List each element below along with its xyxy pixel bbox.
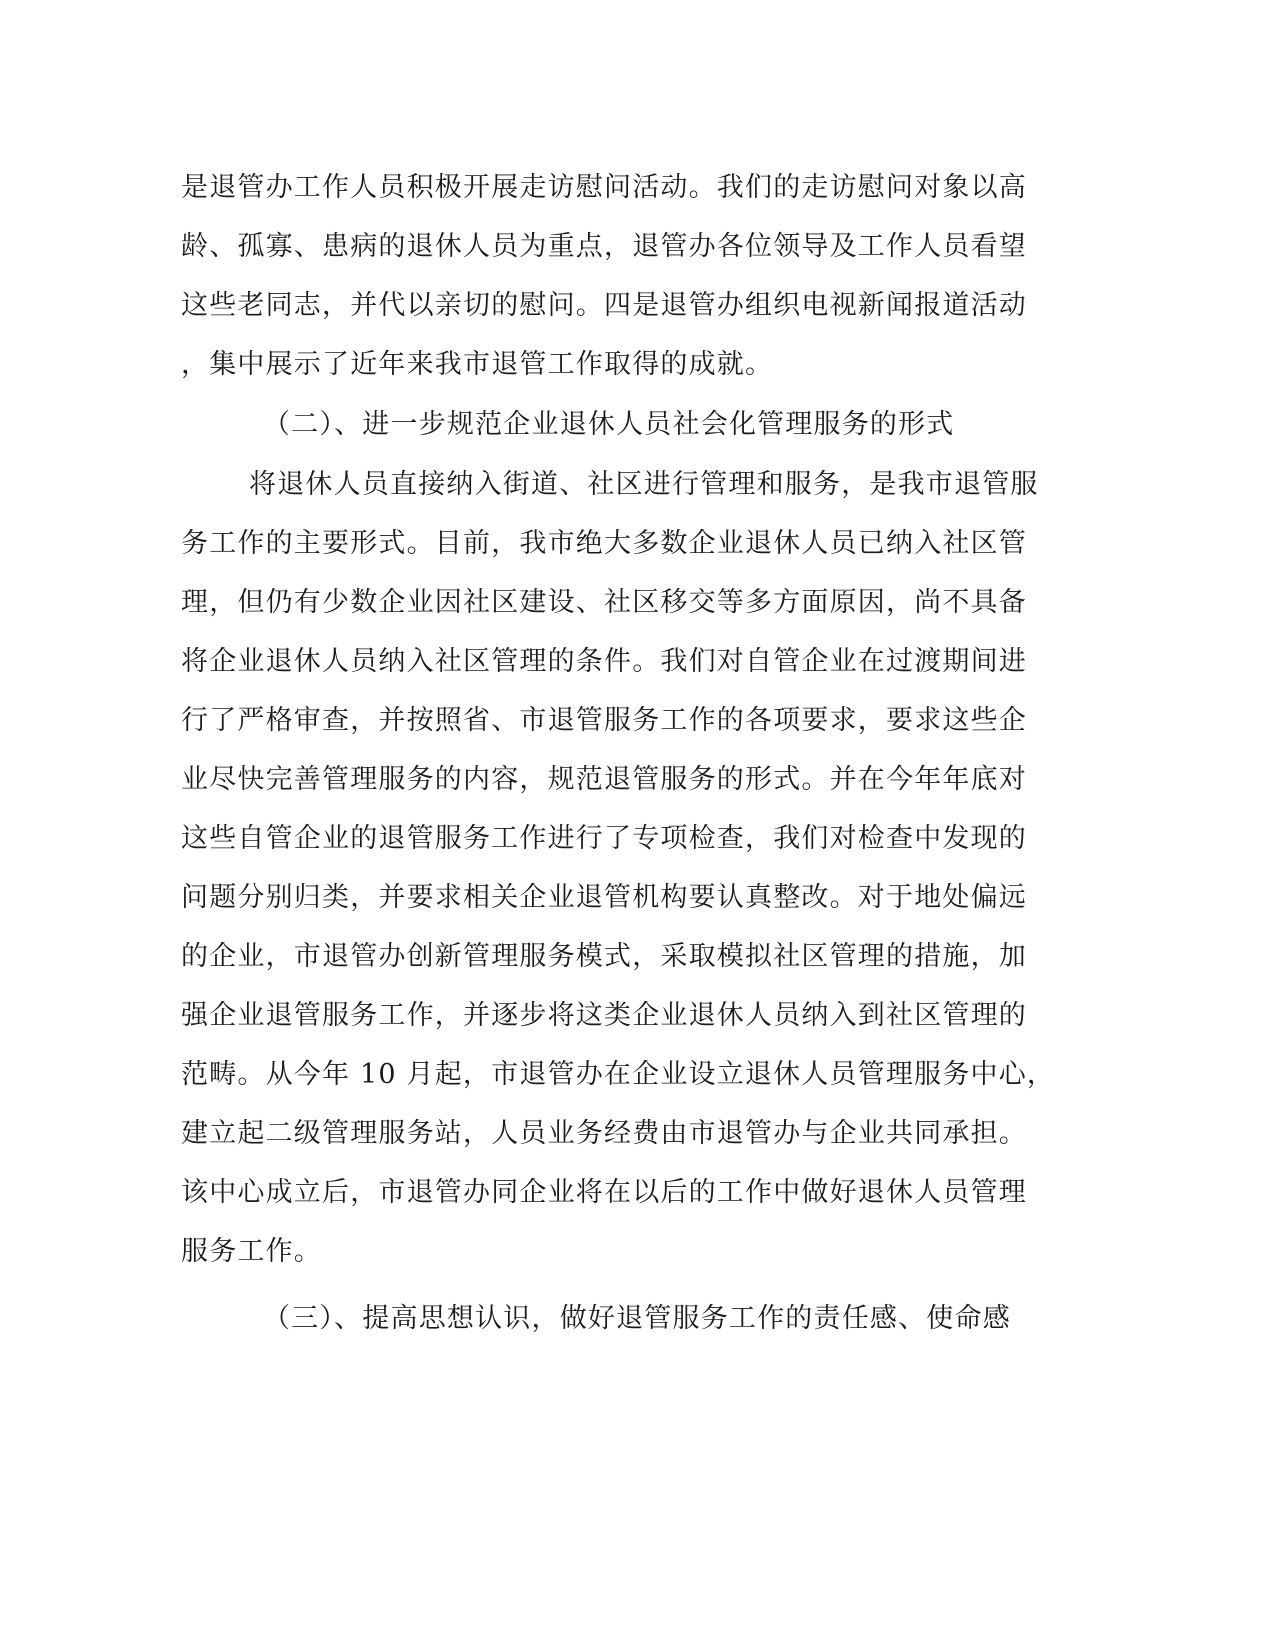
section-heading-2: （二）、进一步规范企业退休人员社会化管理服务的形式 (263, 409, 955, 440)
body-text (181, 158, 1056, 1351)
text-line: 业尽快完善管理服务的内容，规范退管服务的形式。并在今年年底对 (181, 764, 1027, 795)
text-line: 龄、孤寡、患病的退休人员为重点，退管办各位领导及工作人员看望 (181, 231, 1027, 262)
text-line: 范畴。从今年 10 月起，市退管办在企业设立退休人员管理服务中心， (181, 1059, 1056, 1090)
text-line: 务工作的主要形式。目前，我市绝大多数企业退休人员已纳入社区管 (181, 528, 1027, 559)
text-line: 问题分别归类，并要求相关企业退管机构要认真整改。对于地处偏远 (181, 882, 1027, 913)
text-line: 行了严格审查，并按照省、市退管服务工作的各项要求，要求这些企 (181, 705, 1027, 736)
text-line: 强企业退管服务工作，并逐步将这类企业退休人员纳入到社区管理的 (181, 1000, 1027, 1031)
text-line: 服务工作。 (181, 1236, 322, 1267)
text-line: 建立起二级管理服务站，人员业务经费由市退管办与企业共同承担。 (181, 1118, 1027, 1149)
text-line: 理，但仍有少数企业因社区建设、社区移交等多方面原因，尚不具备 (181, 587, 1027, 618)
text-line: 这些老同志，并代以亲切的慰问。四是退管办组织电视新闻报道活动 (181, 290, 1027, 321)
text-line: 这些自管企业的退管服务工作进行了专项检查，我们对检查中发现的 (181, 823, 1027, 854)
text-line: 该中心成立后，市退管办同企业将在以后的工作中做好退休人员管理 (181, 1177, 1027, 1208)
text-line: 的企业，市退管办创新管理服务模式，采取模拟社区管理的措施，加 (181, 941, 1027, 972)
text-line: ，集中展示了近年来我市退管工作取得的成就。 (181, 349, 774, 380)
section-heading-3: （三）、提高思想认识，做好退管服务工作的责任感、使命感 (263, 1303, 1011, 1334)
text-line: 是退管办工作人员积极开展走访慰问活动。我们的走访慰问对象以高 (181, 172, 1027, 203)
text-line: 将企业退休人员纳入社区管理的条件。我们对自管企业在过渡期间进 (181, 646, 1027, 677)
text-line: 将退休人员直接纳入街道、社区进行管理和服务，是我市退管服 (249, 469, 1039, 500)
